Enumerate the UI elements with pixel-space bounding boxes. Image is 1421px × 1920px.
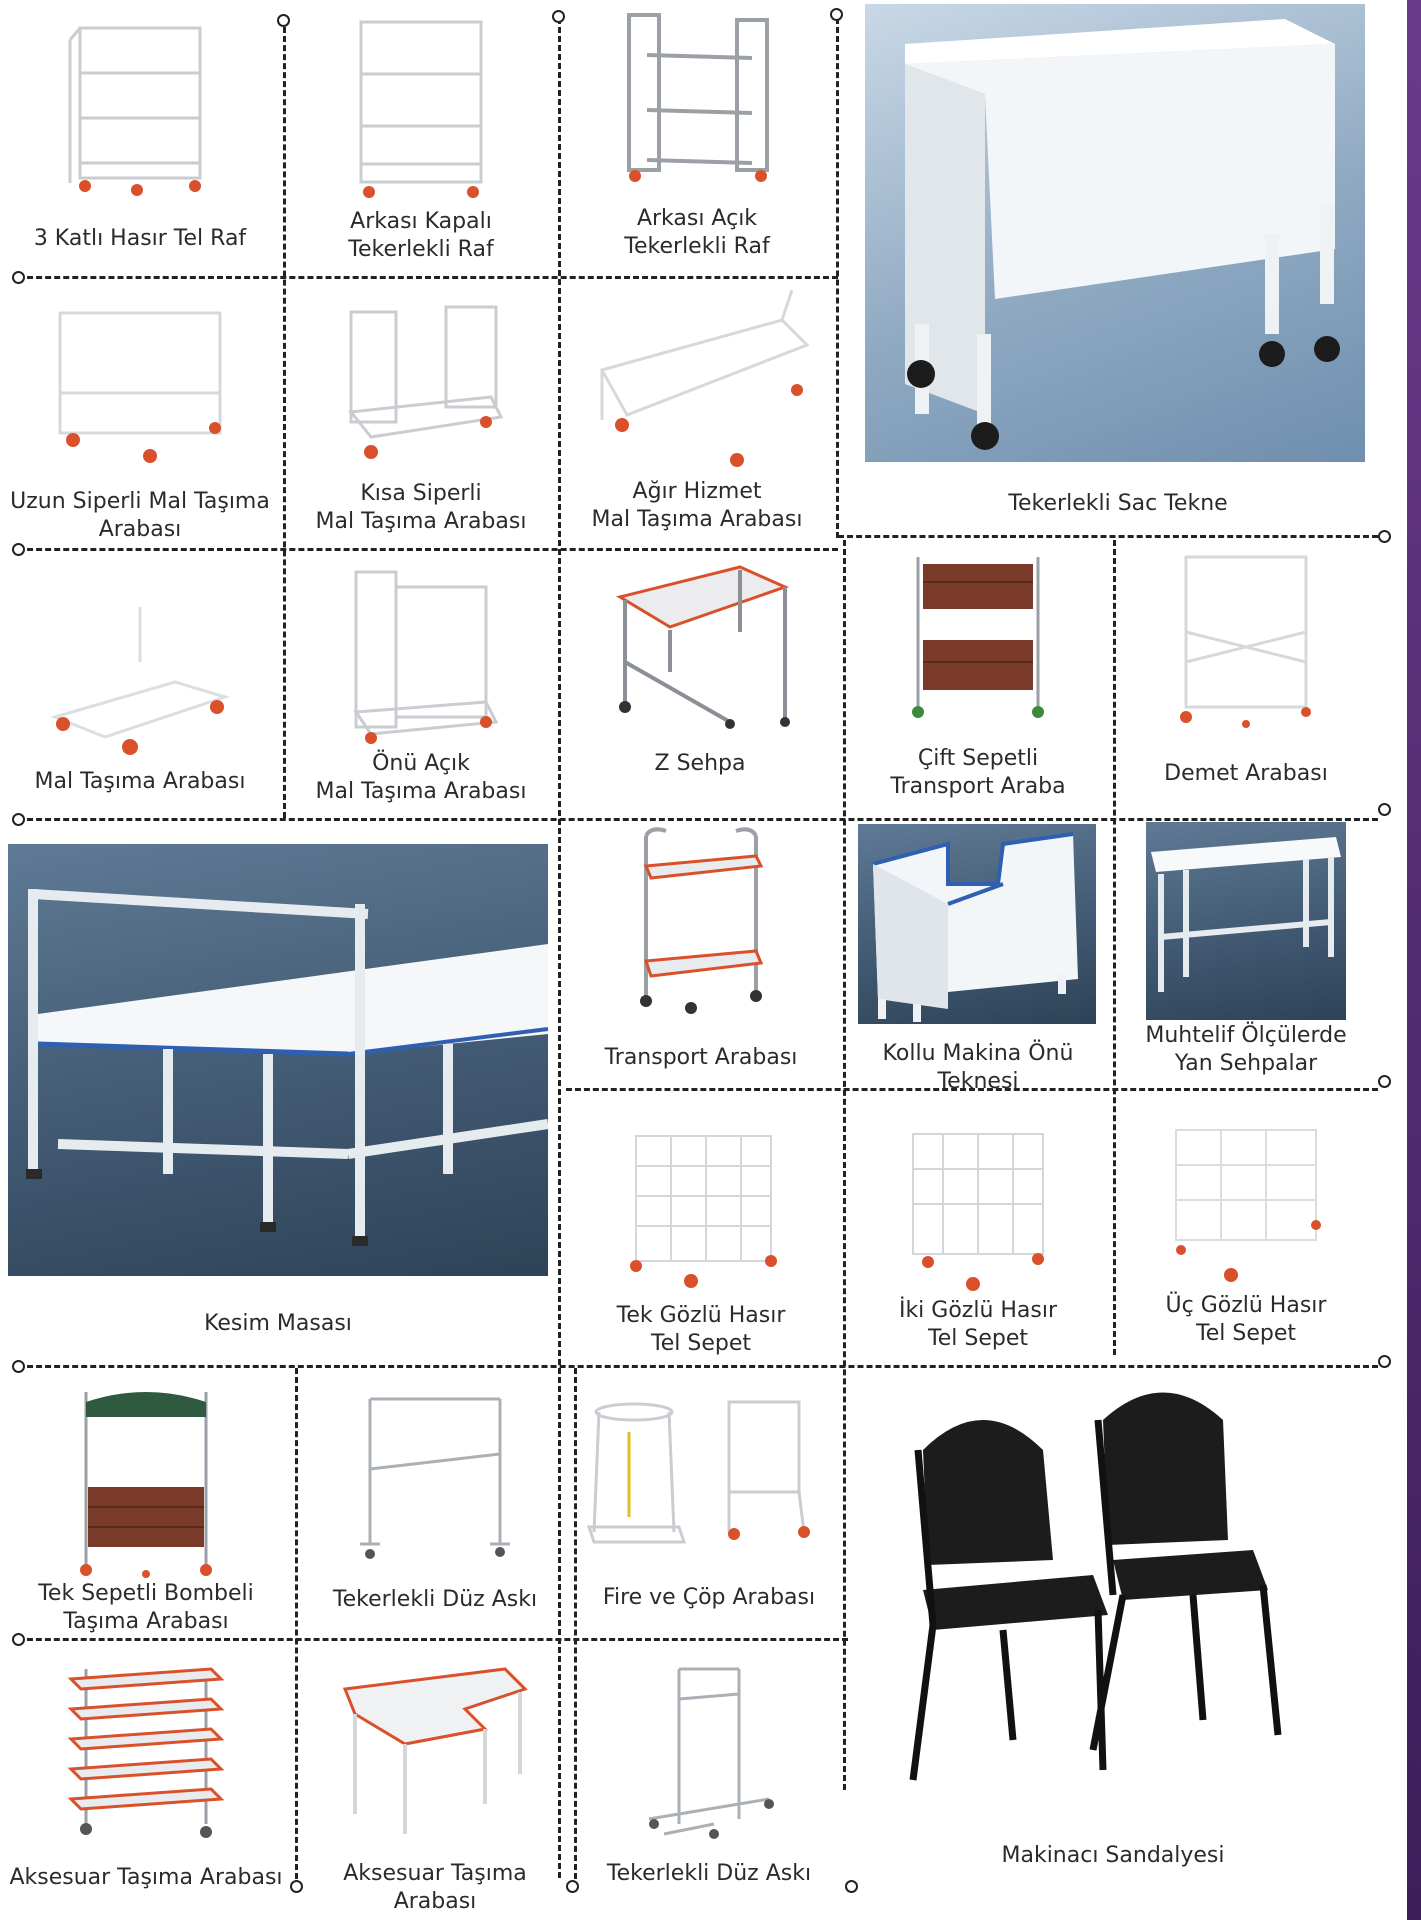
open-back-shelf-image [607, 10, 787, 185]
product-card[interactable] [286, 280, 556, 546]
product-label: Kollu Makina Önü Teknesi [882, 1041, 1074, 1094]
double-wire-basket-image [893, 1114, 1063, 1294]
pin-marker [1378, 803, 1391, 816]
product-label: Üç Gözlü Hasır Tel Sepet [1165, 1293, 1327, 1346]
transport-cart-image [621, 826, 781, 1016]
open-front-cart-image [336, 562, 506, 747]
product-card[interactable] [846, 1092, 1110, 1362]
product-label: Uzun Siperli Mal Taşıma Arabası [10, 489, 270, 542]
product-card[interactable] [0, 280, 280, 546]
machine-front-tub-photo [858, 824, 1096, 1024]
product-card[interactable] [299, 1372, 571, 1634]
product-card[interactable] [578, 1372, 840, 1634]
product-card[interactable] [0, 552, 280, 814]
divider [574, 1368, 577, 1888]
l-shaped-table-image [335, 1664, 535, 1844]
divider [18, 1365, 1378, 1368]
product-card[interactable] [299, 1644, 571, 1914]
product-card[interactable] [846, 822, 1110, 1094]
side-tables-photo [1146, 822, 1346, 1020]
product-label: Arkası Kapalı Tekerlekli Raf [348, 209, 494, 262]
product-label: Çift Sepetli Transport Araba [890, 746, 1066, 799]
steel-tub-photo [865, 4, 1365, 462]
product-label: Tekerlekli Düz Askı [332, 1587, 538, 1612]
wire-shelf-cart-image [55, 18, 225, 198]
product-label: Z Sehpa [654, 751, 746, 776]
product-card[interactable] [0, 824, 556, 1362]
product-card[interactable] [0, 0, 280, 272]
short-rail-cart-image [331, 292, 511, 467]
product-card[interactable] [561, 1092, 841, 1362]
product-card[interactable] [1116, 822, 1376, 1084]
accessory-shelf-cart-image [61, 1664, 231, 1844]
product-card[interactable] [561, 822, 841, 1084]
machinist-chairs-image [893, 1380, 1333, 1800]
product-label: 3 Katlı Hasır Tel Raf [33, 226, 247, 251]
product-card[interactable] [0, 1372, 292, 1634]
divider [295, 1368, 298, 1888]
divider [18, 818, 1378, 821]
product-card[interactable] [561, 280, 833, 546]
product-label: Transport Arabası [604, 1045, 798, 1070]
waste-carts-image [589, 1392, 829, 1552]
product-label: Demet Arabası [1164, 761, 1328, 786]
straight-hanger-rack-image [639, 1659, 779, 1849]
pin-marker [1378, 1075, 1391, 1088]
product-label: Tek Sepetli Bombeli Taşıma Arabası [38, 1581, 254, 1634]
triple-wire-basket-image [1156, 1110, 1336, 1290]
product-card[interactable] [846, 540, 1110, 814]
product-card[interactable] [286, 552, 556, 814]
straight-hanger-rack-image [355, 1394, 515, 1579]
product-card[interactable] [578, 1644, 840, 1894]
closed-back-shelf-image [341, 14, 501, 204]
double-basket-cart-image [903, 552, 1053, 722]
flat-cart-image [45, 602, 235, 762]
divider [838, 535, 1378, 538]
product-label: Kesim Masası [204, 1311, 352, 1336]
product-card[interactable] [850, 1372, 1376, 1892]
product-card[interactable] [561, 0, 833, 272]
product-label: Fire ve Çöp Arabası [602, 1585, 816, 1610]
product-label: Tekerlekli Düz Askı [606, 1861, 812, 1886]
product-card[interactable] [1116, 1092, 1376, 1362]
product-card[interactable] [286, 0, 556, 272]
product-card[interactable] [561, 540, 839, 814]
z-table-image [600, 552, 800, 727]
long-rail-cart-image [45, 298, 235, 468]
heavy-duty-cart-image [582, 290, 812, 470]
product-label: Makinacı Sandalyesi [1001, 1843, 1225, 1868]
product-label: Tek Gözlü Hasır Tel Sepet [616, 1303, 786, 1356]
product-label: Aksesuar Taşıma Arabası [9, 1865, 283, 1890]
product-card[interactable] [0, 1644, 292, 1894]
page-edge-accent [1407, 0, 1421, 1920]
cutting-table-photo [8, 844, 548, 1276]
product-label: Ağır Hizmet Mal Taşıma Arabası [591, 479, 803, 532]
divider [18, 1638, 848, 1641]
product-label: Aksesuar Taşıma Arabası [343, 1861, 527, 1914]
product-label: Tekerlekli Sac Tekne [1008, 491, 1228, 516]
product-card[interactable] [1116, 540, 1376, 814]
product-label: İki Gözlü Hasır Tel Sepet [898, 1298, 1058, 1351]
product-card[interactable] [863, 0, 1373, 530]
divider [18, 276, 838, 279]
product-label: Önü Açık Mal Taşıma Arabası [315, 751, 527, 804]
pin-marker [1378, 1355, 1391, 1368]
product-label: Muhtelif Ölçülerde Yan Sehpalar [1145, 1023, 1347, 1076]
product-label: Kısa Siperli Mal Taşıma Arabası [315, 481, 527, 534]
single-wire-basket-image [616, 1116, 786, 1291]
single-basket-dome-cart-image [66, 1382, 226, 1577]
bundle-cart-image [1166, 552, 1326, 732]
product-label: Mal Taşıma Arabası [34, 769, 246, 794]
product-label: Arkası Açık Tekerlekli Raf [624, 206, 770, 259]
pin-marker [1378, 530, 1391, 543]
